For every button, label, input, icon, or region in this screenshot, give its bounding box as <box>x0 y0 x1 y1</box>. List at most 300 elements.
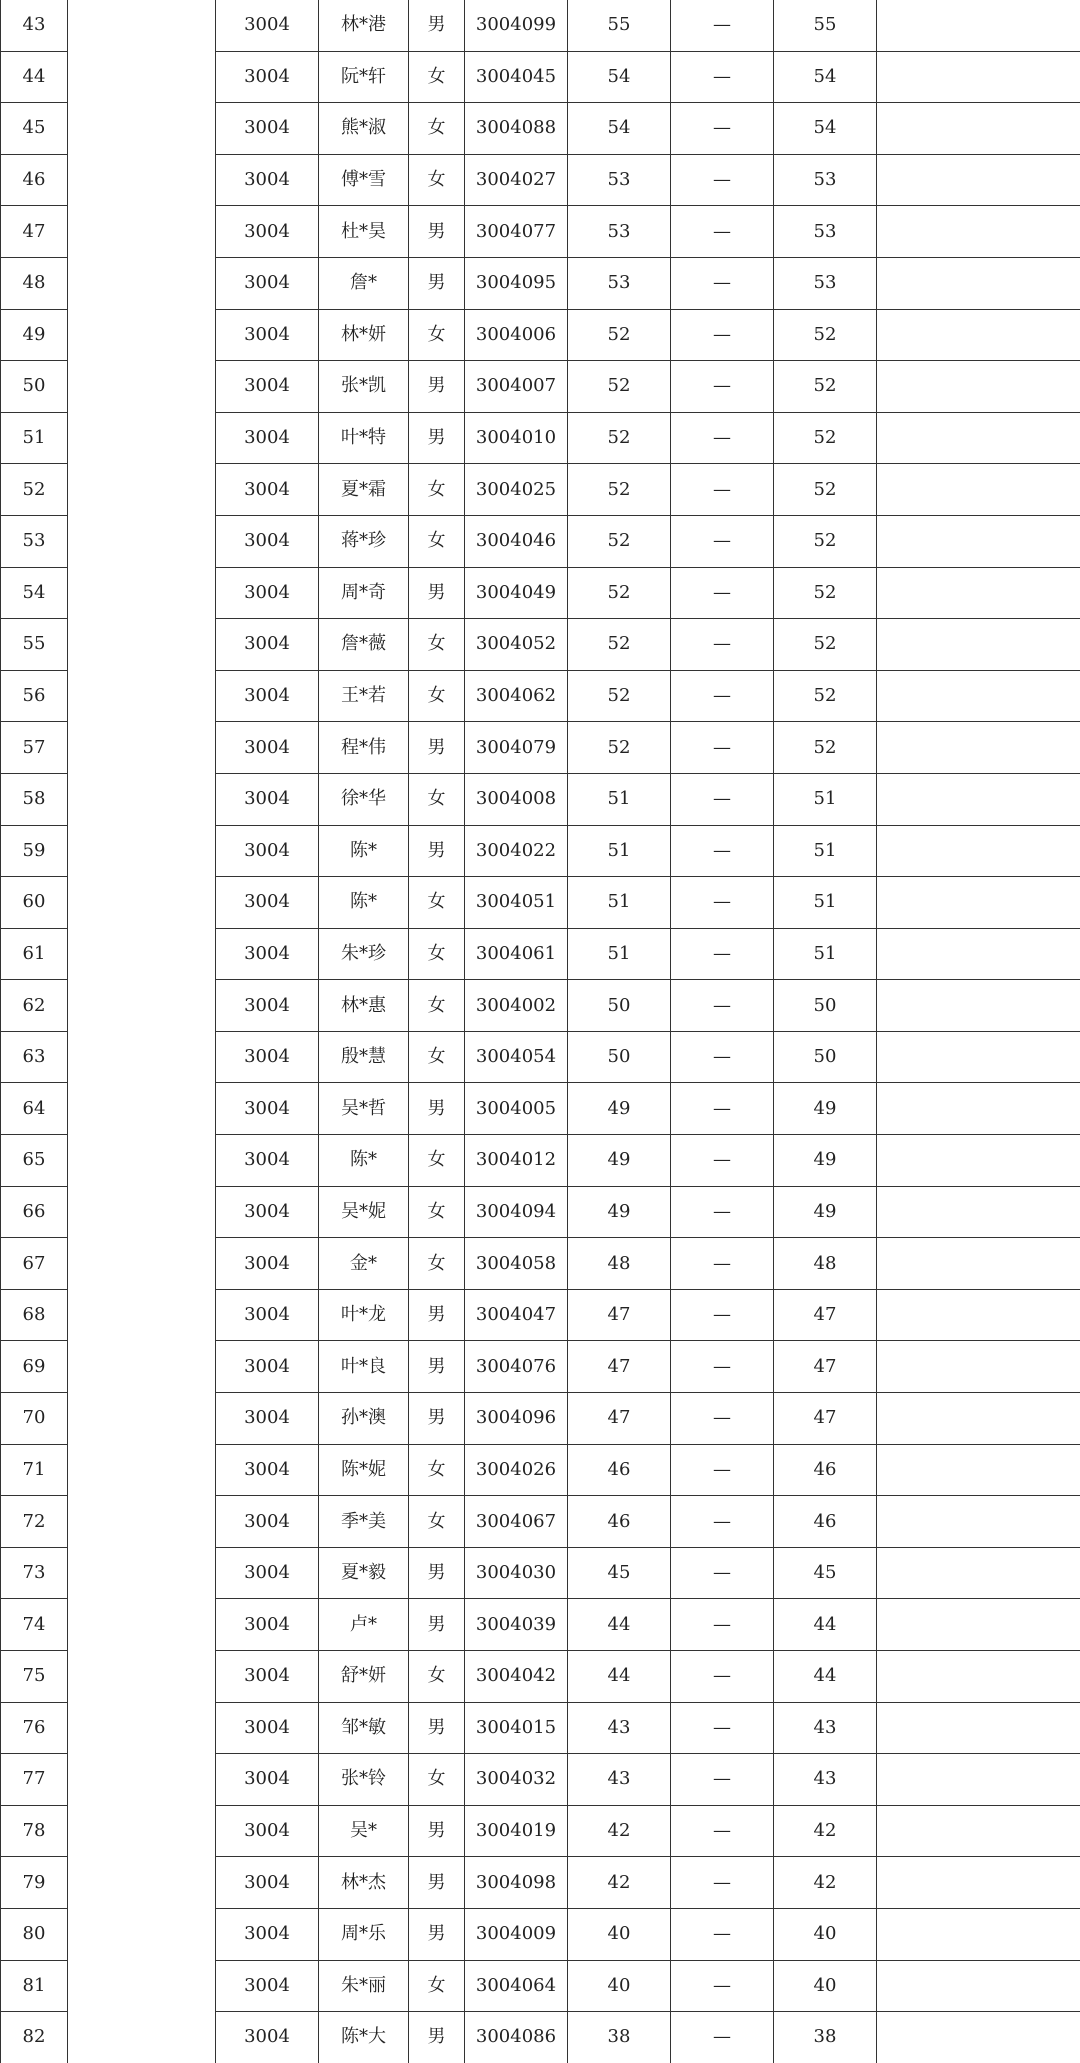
student-name-cell: 傅*雪 <box>319 154 409 206</box>
student-id-cell: 3004096 <box>465 1393 568 1445</box>
total-cell: 48 <box>774 1238 877 1290</box>
score-cell: 52 <box>568 670 671 722</box>
gender-cell: 女 <box>409 1960 465 2012</box>
total-cell: 51 <box>774 773 877 825</box>
blank-cell <box>68 2012 216 2063</box>
class-number-cell: 3004 <box>216 464 319 516</box>
gender-cell: 女 <box>409 154 465 206</box>
student-id-cell: 3004007 <box>465 361 568 413</box>
gender-cell: 男 <box>409 1289 465 1341</box>
student-id-cell: 3004098 <box>465 1857 568 1909</box>
total-cell: 55 <box>774 0 877 51</box>
class-number-cell: 3004 <box>216 51 319 103</box>
blank-cell <box>68 1547 216 1599</box>
score-cell: 47 <box>568 1393 671 1445</box>
remark-cell <box>877 722 1080 774</box>
blank-cell <box>68 1083 216 1135</box>
student-id-cell: 3004067 <box>465 1496 568 1548</box>
student-name-cell: 王*若 <box>319 670 409 722</box>
student-id-cell: 3004047 <box>465 1289 568 1341</box>
total-cell: 49 <box>774 1083 877 1135</box>
rank-cell: 59 <box>1 825 68 877</box>
table-body <box>1 0 1080 2063</box>
score-cell: 55 <box>568 0 671 51</box>
student-name-cell: 林*妍 <box>319 309 409 361</box>
rank-cell: 55 <box>1 619 68 671</box>
class-number-cell: 3004 <box>216 825 319 877</box>
blank-cell <box>68 464 216 516</box>
rank-cell: 64 <box>1 1083 68 1135</box>
table-row <box>1 1754 1080 1806</box>
student-id-cell: 3004002 <box>465 980 568 1032</box>
score-cell: 49 <box>568 1135 671 1187</box>
blank-cell <box>68 1289 216 1341</box>
table-row <box>1 154 1080 206</box>
remark-cell <box>877 1651 1080 1703</box>
class-number-cell: 3004 <box>216 670 319 722</box>
rank-cell: 68 <box>1 1289 68 1341</box>
total-cell: 45 <box>774 1547 877 1599</box>
total-cell: 51 <box>774 928 877 980</box>
rank-cell: 44 <box>1 51 68 103</box>
score-cell: 44 <box>568 1651 671 1703</box>
class-number-cell: 3004 <box>216 154 319 206</box>
blank-cell <box>68 1031 216 1083</box>
table-row <box>1 1908 1080 1960</box>
student-name-cell: 张*铃 <box>319 1754 409 1806</box>
table-row <box>1 412 1080 464</box>
score-cell: 54 <box>568 103 671 155</box>
blank-cell <box>68 1908 216 1960</box>
remark-cell <box>877 1031 1080 1083</box>
student-id-cell: 3004086 <box>465 2012 568 2063</box>
bonus-cell: — <box>671 1702 774 1754</box>
rank-cell: 58 <box>1 773 68 825</box>
blank-cell <box>68 1857 216 1909</box>
remark-cell <box>877 877 1080 929</box>
bonus-cell: — <box>671 1238 774 1290</box>
class-number-cell: 3004 <box>216 722 319 774</box>
student-id-cell: 3004019 <box>465 1805 568 1857</box>
rank-cell: 80 <box>1 1908 68 1960</box>
score-cell: 51 <box>568 877 671 929</box>
gender-cell: 女 <box>409 1754 465 1806</box>
total-cell: 52 <box>774 412 877 464</box>
blank-cell <box>68 1135 216 1187</box>
remark-cell <box>877 257 1080 309</box>
remark-cell <box>877 1238 1080 1290</box>
table-row <box>1 670 1080 722</box>
total-cell: 43 <box>774 1702 877 1754</box>
score-cell: 51 <box>568 928 671 980</box>
total-cell: 42 <box>774 1857 877 1909</box>
student-name-cell: 卢* <box>319 1599 409 1651</box>
total-cell: 54 <box>774 51 877 103</box>
student-id-cell: 3004045 <box>465 51 568 103</box>
student-id-cell: 3004064 <box>465 1960 568 2012</box>
student-id-cell: 3004022 <box>465 825 568 877</box>
rank-cell: 52 <box>1 464 68 516</box>
remark-cell <box>877 1754 1080 1806</box>
score-cell: 43 <box>568 1754 671 1806</box>
score-cell: 46 <box>568 1496 671 1548</box>
rank-cell: 62 <box>1 980 68 1032</box>
table-row <box>1 567 1080 619</box>
blank-cell <box>68 1393 216 1445</box>
remark-cell <box>877 773 1080 825</box>
rank-cell: 82 <box>1 2012 68 2063</box>
blank-cell <box>68 773 216 825</box>
total-cell: 47 <box>774 1393 877 1445</box>
total-cell: 40 <box>774 1908 877 1960</box>
score-cell: 43 <box>568 1702 671 1754</box>
total-cell: 52 <box>774 464 877 516</box>
student-name-cell: 孙*澳 <box>319 1393 409 1445</box>
score-cell: 52 <box>568 619 671 671</box>
score-cell: 51 <box>568 825 671 877</box>
remark-cell <box>877 1805 1080 1857</box>
remark-cell <box>877 670 1080 722</box>
total-cell: 49 <box>774 1186 877 1238</box>
score-cell: 44 <box>568 1599 671 1651</box>
remark-cell <box>877 567 1080 619</box>
bonus-cell: — <box>671 464 774 516</box>
remark-cell <box>877 309 1080 361</box>
rank-cell: 74 <box>1 1599 68 1651</box>
blank-cell <box>68 1960 216 2012</box>
score-cell: 40 <box>568 1960 671 2012</box>
remark-cell <box>877 103 1080 155</box>
table-row <box>1 0 1080 51</box>
bonus-cell: — <box>671 825 774 877</box>
gender-cell: 女 <box>409 619 465 671</box>
score-cell: 52 <box>568 722 671 774</box>
total-cell: 52 <box>774 722 877 774</box>
rank-cell: 48 <box>1 257 68 309</box>
table-row <box>1 1960 1080 2012</box>
bonus-cell: — <box>671 1651 774 1703</box>
rank-cell: 51 <box>1 412 68 464</box>
student-name-cell: 程*伟 <box>319 722 409 774</box>
rank-cell: 81 <box>1 1960 68 2012</box>
class-number-cell: 3004 <box>216 1393 319 1445</box>
blank-cell <box>68 1444 216 1496</box>
student-id-cell: 3004058 <box>465 1238 568 1290</box>
table-row <box>1 1135 1080 1187</box>
gender-cell: 女 <box>409 1444 465 1496</box>
table-row <box>1 1186 1080 1238</box>
gender-cell: 女 <box>409 1186 465 1238</box>
table-row <box>1 619 1080 671</box>
bonus-cell: — <box>671 361 774 413</box>
table-row <box>1 1031 1080 1083</box>
score-cell: 53 <box>568 206 671 258</box>
table-row <box>1 980 1080 1032</box>
total-cell: 52 <box>774 309 877 361</box>
gender-cell: 男 <box>409 2012 465 2063</box>
blank-cell <box>68 567 216 619</box>
bonus-cell: — <box>671 619 774 671</box>
score-cell: 42 <box>568 1805 671 1857</box>
gender-cell: 女 <box>409 309 465 361</box>
blank-cell <box>68 1238 216 1290</box>
remark-cell <box>877 1135 1080 1187</box>
table-row <box>1 1857 1080 1909</box>
gender-cell: 女 <box>409 670 465 722</box>
class-number-cell: 3004 <box>216 1083 319 1135</box>
class-number-cell: 3004 <box>216 257 319 309</box>
class-number-cell: 3004 <box>216 309 319 361</box>
total-cell: 51 <box>774 877 877 929</box>
total-cell: 47 <box>774 1289 877 1341</box>
blank-cell <box>68 361 216 413</box>
remark-cell <box>877 1496 1080 1548</box>
gender-cell: 女 <box>409 1031 465 1083</box>
bonus-cell: — <box>671 103 774 155</box>
blank-cell <box>68 206 216 258</box>
rank-cell: 66 <box>1 1186 68 1238</box>
student-name-cell: 阮*轩 <box>319 51 409 103</box>
blank-cell <box>68 0 216 51</box>
table-row <box>1 1393 1080 1445</box>
blank-cell <box>68 257 216 309</box>
student-id-cell: 3004010 <box>465 412 568 464</box>
student-id-cell: 3004026 <box>465 1444 568 1496</box>
bonus-cell: — <box>671 412 774 464</box>
blank-cell <box>68 412 216 464</box>
student-name-cell: 张*凯 <box>319 361 409 413</box>
student-name-cell: 徐*华 <box>319 773 409 825</box>
score-cell: 40 <box>568 1908 671 1960</box>
blank-cell <box>68 103 216 155</box>
blank-cell <box>68 1341 216 1393</box>
student-name-cell: 周*乐 <box>319 1908 409 1960</box>
rank-cell: 50 <box>1 361 68 413</box>
class-number-cell: 3004 <box>216 980 319 1032</box>
class-number-cell: 3004 <box>216 619 319 671</box>
score-cell: 38 <box>568 2012 671 2063</box>
rank-cell: 45 <box>1 103 68 155</box>
student-name-cell: 朱*丽 <box>319 1960 409 2012</box>
class-number-cell: 3004 <box>216 773 319 825</box>
gender-cell: 女 <box>409 1135 465 1187</box>
student-name-cell: 陈* <box>319 825 409 877</box>
rank-cell: 70 <box>1 1393 68 1445</box>
total-cell: 46 <box>774 1496 877 1548</box>
class-number-cell: 3004 <box>216 1857 319 1909</box>
table-row <box>1 309 1080 361</box>
blank-cell <box>68 980 216 1032</box>
score-cell: 52 <box>568 464 671 516</box>
student-name-cell: 林*杰 <box>319 1857 409 1909</box>
table-row <box>1 515 1080 567</box>
score-cell: 51 <box>568 773 671 825</box>
total-cell: 47 <box>774 1341 877 1393</box>
remark-cell <box>877 1393 1080 1445</box>
blank-cell <box>68 515 216 567</box>
total-cell: 53 <box>774 257 877 309</box>
gender-cell: 女 <box>409 928 465 980</box>
class-number-cell: 3004 <box>216 1960 319 2012</box>
total-cell: 42 <box>774 1805 877 1857</box>
gender-cell: 男 <box>409 1341 465 1393</box>
table-row <box>1 1496 1080 1548</box>
student-id-cell: 3004049 <box>465 567 568 619</box>
score-cell: 53 <box>568 154 671 206</box>
blank-cell <box>68 825 216 877</box>
class-number-cell: 3004 <box>216 928 319 980</box>
score-cell: 47 <box>568 1289 671 1341</box>
remark-cell <box>877 980 1080 1032</box>
table-row <box>1 722 1080 774</box>
rank-cell: 75 <box>1 1651 68 1703</box>
remark-cell <box>877 2012 1080 2063</box>
student-id-cell: 3004032 <box>465 1754 568 1806</box>
blank-cell <box>68 51 216 103</box>
gender-cell: 男 <box>409 1908 465 1960</box>
remark-cell <box>877 619 1080 671</box>
bonus-cell: — <box>671 1083 774 1135</box>
table-row <box>1 1083 1080 1135</box>
remark-cell <box>877 154 1080 206</box>
class-number-cell: 3004 <box>216 103 319 155</box>
total-cell: 54 <box>774 103 877 155</box>
student-name-cell: 陈*大 <box>319 2012 409 2063</box>
gender-cell: 男 <box>409 567 465 619</box>
rank-cell: 49 <box>1 309 68 361</box>
gender-cell: 男 <box>409 1857 465 1909</box>
class-number-cell: 3004 <box>216 1754 319 1806</box>
student-id-cell: 3004054 <box>465 1031 568 1083</box>
total-cell: 51 <box>774 825 877 877</box>
remark-cell <box>877 928 1080 980</box>
blank-cell <box>68 1754 216 1806</box>
remark-cell <box>877 1289 1080 1341</box>
remark-cell <box>877 1857 1080 1909</box>
remark-cell <box>877 1908 1080 1960</box>
rank-cell: 65 <box>1 1135 68 1187</box>
score-cell: 46 <box>568 1444 671 1496</box>
student-name-cell: 舒*妍 <box>319 1651 409 1703</box>
gender-cell: 女 <box>409 515 465 567</box>
table-row <box>1 773 1080 825</box>
table-row <box>1 206 1080 258</box>
remark-cell <box>877 1444 1080 1496</box>
student-name-cell: 杜*昊 <box>319 206 409 258</box>
student-name-cell: 叶*龙 <box>319 1289 409 1341</box>
rank-cell: 72 <box>1 1496 68 1548</box>
class-number-cell: 3004 <box>216 515 319 567</box>
rank-cell: 56 <box>1 670 68 722</box>
rank-cell: 78 <box>1 1805 68 1857</box>
total-cell: 50 <box>774 1031 877 1083</box>
student-id-cell: 3004099 <box>465 0 568 51</box>
rank-cell: 79 <box>1 1857 68 1909</box>
remark-cell <box>877 825 1080 877</box>
total-cell: 52 <box>774 361 877 413</box>
student-id-cell: 3004027 <box>465 154 568 206</box>
student-name-cell: 夏*毅 <box>319 1547 409 1599</box>
bonus-cell: — <box>671 206 774 258</box>
student-name-cell: 邹*敏 <box>319 1702 409 1754</box>
gender-cell: 女 <box>409 877 465 929</box>
bonus-cell: — <box>671 1908 774 1960</box>
gender-cell: 女 <box>409 103 465 155</box>
remark-cell <box>877 361 1080 413</box>
table-row <box>1 1651 1080 1703</box>
table-row <box>1 877 1080 929</box>
bonus-cell: — <box>671 1289 774 1341</box>
bonus-cell: — <box>671 1135 774 1187</box>
student-id-cell: 3004008 <box>465 773 568 825</box>
blank-cell <box>68 877 216 929</box>
student-id-cell: 3004088 <box>465 103 568 155</box>
score-cell: 52 <box>568 515 671 567</box>
remark-cell <box>877 206 1080 258</box>
rank-cell: 54 <box>1 567 68 619</box>
student-id-cell: 3004030 <box>465 1547 568 1599</box>
blank-cell <box>68 928 216 980</box>
student-id-cell: 3004095 <box>465 257 568 309</box>
rank-cell: 60 <box>1 877 68 929</box>
total-cell: 43 <box>774 1754 877 1806</box>
table-row <box>1 103 1080 155</box>
rank-cell: 43 <box>1 0 68 51</box>
bonus-cell: — <box>671 567 774 619</box>
student-name-cell: 朱*珍 <box>319 928 409 980</box>
rank-cell: 57 <box>1 722 68 774</box>
student-id-cell: 3004051 <box>465 877 568 929</box>
bonus-cell: — <box>671 773 774 825</box>
student-id-cell: 3004094 <box>465 1186 568 1238</box>
bonus-cell: — <box>671 1805 774 1857</box>
gender-cell: 女 <box>409 51 465 103</box>
student-name-cell: 詹* <box>319 257 409 309</box>
table-row <box>1 825 1080 877</box>
rank-cell: 63 <box>1 1031 68 1083</box>
total-cell: 44 <box>774 1599 877 1651</box>
blank-cell <box>68 1496 216 1548</box>
remark-cell <box>877 0 1080 51</box>
remark-cell <box>877 1960 1080 2012</box>
class-number-cell: 3004 <box>216 1341 319 1393</box>
gender-cell: 男 <box>409 412 465 464</box>
class-number-cell: 3004 <box>216 567 319 619</box>
gender-cell: 男 <box>409 206 465 258</box>
table-row <box>1 464 1080 516</box>
student-name-cell: 陈* <box>319 877 409 929</box>
student-name-cell: 陈* <box>319 1135 409 1187</box>
rank-cell: 71 <box>1 1444 68 1496</box>
table-row <box>1 1702 1080 1754</box>
table-row <box>1 1805 1080 1857</box>
total-cell: 50 <box>774 980 877 1032</box>
class-number-cell: 3004 <box>216 1135 319 1187</box>
bonus-cell: — <box>671 1341 774 1393</box>
bonus-cell: — <box>671 1031 774 1083</box>
total-cell: 38 <box>774 2012 877 2063</box>
gender-cell: 男 <box>409 1805 465 1857</box>
class-number-cell: 3004 <box>216 1547 319 1599</box>
gender-cell: 女 <box>409 980 465 1032</box>
student-id-cell: 3004025 <box>465 464 568 516</box>
table-row <box>1 928 1080 980</box>
remark-cell <box>877 1599 1080 1651</box>
gender-cell: 女 <box>409 773 465 825</box>
class-number-cell: 3004 <box>216 1238 319 1290</box>
student-id-cell: 3004015 <box>465 1702 568 1754</box>
bonus-cell: — <box>671 670 774 722</box>
